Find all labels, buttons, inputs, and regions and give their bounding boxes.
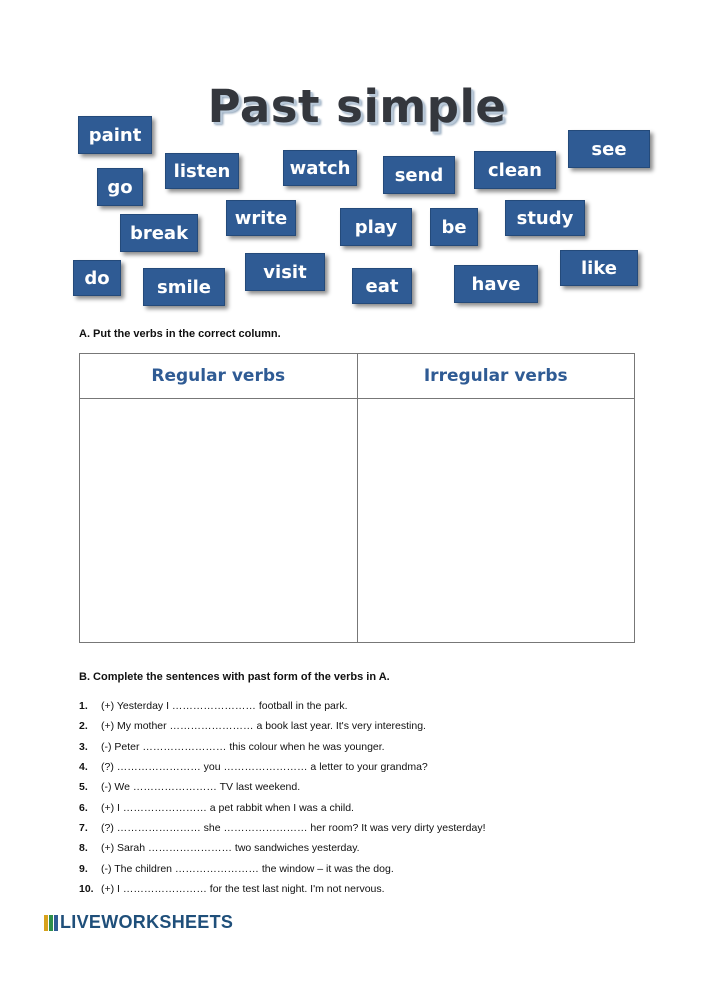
logo-text: LIVEWORKSHEETS: [60, 912, 234, 932]
verb-card: have: [454, 265, 538, 303]
verb-card: play: [340, 208, 412, 246]
verbs-table: [79, 353, 635, 643]
verb-card: do: [73, 260, 121, 296]
verb-card: smile: [143, 268, 225, 306]
section-b-heading: B. Complete the sentences with past form of the verbs in A.: [79, 671, 390, 683]
verb-card: watch: [283, 150, 357, 186]
list-item: [79, 879, 639, 899]
verb-card: paint: [78, 116, 152, 154]
list-item: [79, 696, 639, 716]
verb-card: see: [568, 130, 650, 168]
item-number: 8.: [79, 842, 88, 855]
verb-card: break: [120, 214, 198, 252]
item-number: 2.: [79, 720, 88, 733]
verb-card: visit: [245, 253, 325, 291]
item-number: 1.: [79, 700, 88, 713]
verb-card: study: [505, 200, 585, 236]
list-item: [79, 737, 639, 757]
list-item: [79, 838, 639, 858]
item-text: (+) Sarah …………………… two sandwiches yesterday.: [101, 842, 360, 855]
list-item: [79, 858, 639, 878]
item-text: (+) My mother …………………… a book last year. It's very interesting.: [101, 720, 426, 733]
item-text: (+) I …………………… for the test last night. I'm not nervous.: [101, 882, 385, 895]
item-text: (-) Peter …………………… this colour when he was younger.: [101, 740, 385, 753]
column-header-regular: Regular verbs: [80, 354, 358, 399]
list-item: [79, 777, 639, 797]
liveworksheets-logo: [44, 912, 233, 933]
verb-card: listen: [165, 153, 239, 189]
list-item: [79, 797, 639, 817]
item-text: (-) We …………………… TV last weekend.: [101, 781, 301, 794]
verb-card: be: [430, 208, 478, 246]
irregular-verbs-cell[interactable]: [357, 399, 635, 643]
list-item: [79, 818, 639, 838]
regular-verbs-cell[interactable]: [80, 399, 358, 643]
page-title: Past simple: [207, 80, 507, 133]
item-number: 9.: [79, 862, 88, 875]
sentence-list: [79, 696, 639, 899]
verb-card: go: [97, 168, 143, 206]
item-number: 3.: [79, 740, 88, 753]
item-number: 4.: [79, 761, 88, 774]
item-text: (?) …………………… you …………………… a letter to your grandma?: [101, 761, 428, 774]
list-item: [79, 757, 639, 777]
logo-icon: [44, 915, 58, 931]
item-number: 10.: [79, 882, 94, 895]
item-text: (+) I …………………… a pet rabbit when I was a child.: [101, 801, 354, 814]
item-number: 7.: [79, 821, 88, 834]
item-number: 5.: [79, 781, 88, 794]
item-number: 6.: [79, 801, 88, 814]
verb-card: clean: [474, 151, 556, 189]
column-header-irregular: Irregular verbs: [357, 354, 635, 399]
verb-card: eat: [352, 268, 412, 304]
verb-card: like: [560, 250, 638, 286]
item-text: (?) …………………… she …………………… her room? It was very dirty yesterday!: [101, 821, 486, 834]
verb-card: send: [383, 156, 455, 194]
item-text: (+) Yesterday I …………………… football in the park.: [101, 700, 348, 713]
verb-card: write: [226, 200, 296, 236]
section-a-heading: A. Put the verbs in the correct column.: [79, 328, 281, 340]
list-item: [79, 716, 639, 736]
item-text: (-) The children …………………… the window – it was the dog.: [101, 862, 394, 875]
